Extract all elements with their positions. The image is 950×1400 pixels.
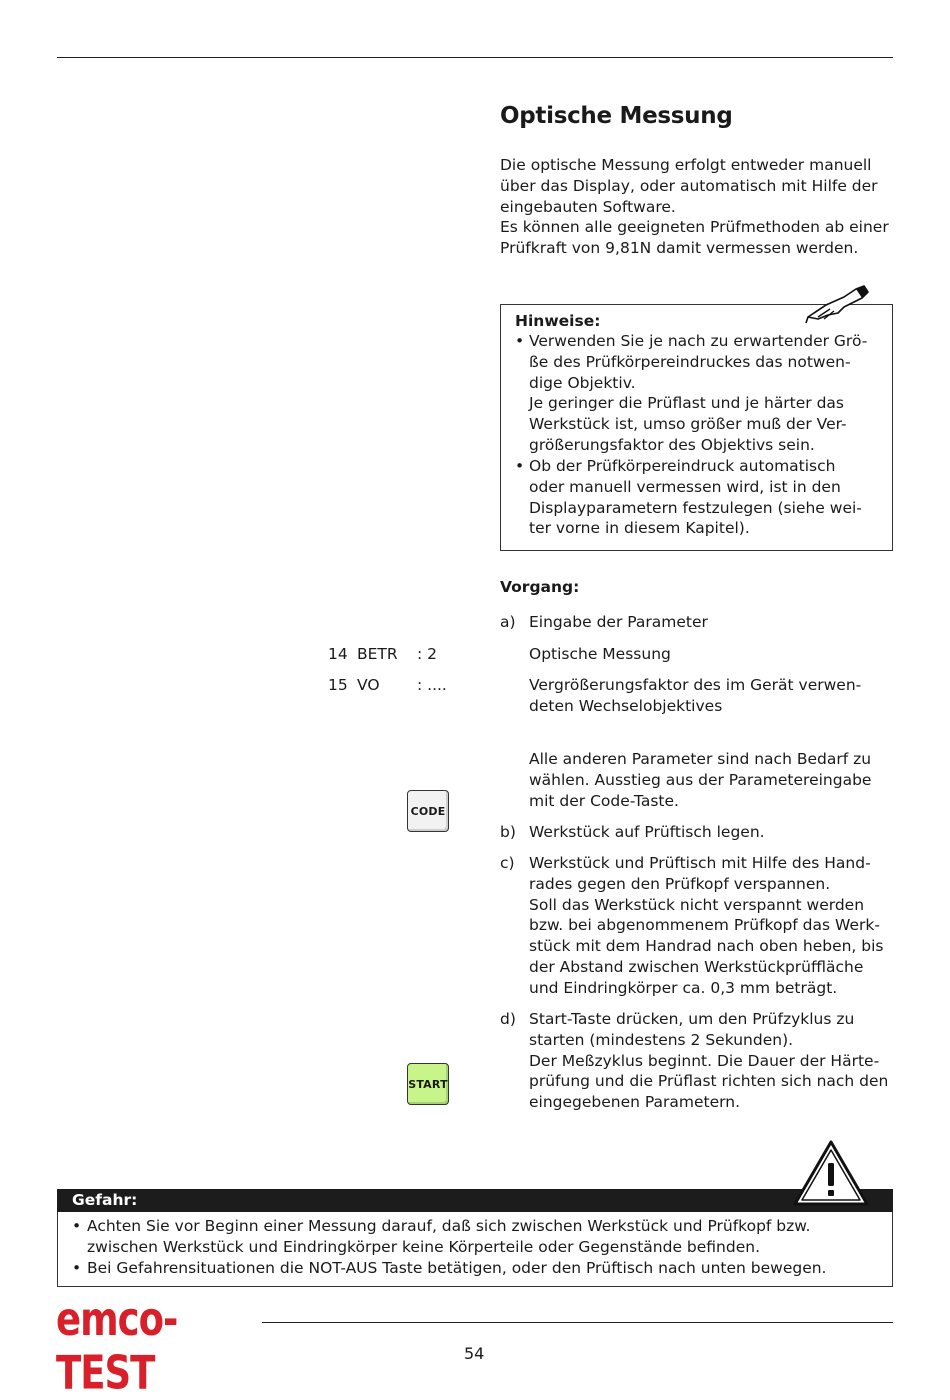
step-a-text: Eingabe der Parameter (529, 613, 708, 631)
param-15-number: 15 (328, 676, 348, 694)
footer-rule (262, 1322, 893, 1323)
step-c-line: Soll das Werkstück nicht verspannt werden (529, 895, 865, 914)
hinweise-line: Ob der Prüfkörpereindruck automatisch (529, 457, 836, 475)
step-c-line: und Eindringkörper ca. 0,3 mm beträgt. (529, 978, 838, 997)
hinweise-line: oder manuell vermessen wird, ist in den (529, 477, 841, 496)
gefahr-line-2: zwischen Werkstück und Eindringkörper keine Körperteile oder Gegenstände befinden. (87, 1238, 761, 1256)
page-title: Optische Messung (500, 103, 733, 129)
step-c-line: Werkstück und Prüftisch mit Hilfe des Hand- (529, 854, 871, 872)
vorgang-title: Vorgang: (500, 578, 580, 596)
step-d-line: prüfung und die Prüflast richten sich nach den (529, 1072, 889, 1091)
step-c-label: c) (500, 854, 515, 872)
start-key: START (407, 1063, 449, 1105)
step-c-text (529, 853, 899, 999)
step-b-text: Werkstück auf Prüftisch legen. (529, 823, 765, 841)
bullet-marker: • (72, 1259, 82, 1277)
gefahr-line-1: Achten Sie vor Beginn einer Messung darauf, daß sich zwischen Werkstück und Prüfkopf bzw. (87, 1217, 811, 1235)
hinweise-title: Hinweise: (515, 312, 601, 330)
param-15-desc-line: deten Wechselobjektives (529, 696, 723, 715)
param-15-desc (529, 675, 899, 717)
hinweise-line: Displayparametern festzulegen (siehe wei- (529, 498, 862, 517)
other-params-line: wählen. Ausstieg aus der Parametereingabe (529, 770, 872, 789)
step-c-line: stück mit dem Handrad nach oben heben, bis (529, 937, 884, 956)
step-c-line: rades gegen den Prüfkopf verspannen. (529, 874, 831, 893)
step-d-label: d) (500, 1010, 516, 1028)
step-d-line: starten (mindestens 2 Sekunden). (529, 1030, 794, 1049)
page-number: 54 (464, 1344, 485, 1363)
gefahr-header (57, 1189, 893, 1212)
param-14-name: BETR (357, 645, 398, 663)
hinweise-bullet-1 (515, 331, 885, 456)
intro-line: über das Display, oder automatisch mit Hilfe der (500, 176, 878, 195)
step-c-line: bzw. bei abgenommenem Prüfkopf das Werk- (529, 916, 880, 935)
bullet-marker: • (72, 1217, 82, 1235)
gefahr-line-3: Bei Gefahrensituationen die NOT-AUS Taste betätigen, oder den Prüftisch nach unten bewegen. (87, 1259, 827, 1277)
step-c-line: der Abstand zwischen Werkstückprüffläche (529, 957, 864, 976)
step-d-line: eingegebenen Parametern. (529, 1093, 741, 1112)
warning-triangle-icon (792, 1139, 870, 1207)
param-14-desc: Optische Messung (529, 645, 671, 663)
intro-paragraph (500, 155, 900, 259)
param-15-desc-line: Vergrößerungsfaktor des im Gerät verwen- (529, 676, 862, 694)
other-params-line: Alle anderen Parameter sind nach Bedarf zu (529, 750, 872, 768)
hinweise-line: dige Objektiv. (529, 373, 636, 392)
hinweise-line: Je geringer die Prüflast und je härter das (529, 394, 845, 413)
hinweise-line: ter vorne in diesem Kapitel). (529, 519, 750, 538)
intro-line: eingebauten Software. (500, 197, 676, 216)
hinweise-bullet-2 (515, 456, 885, 539)
param-14-value: : 2 (417, 645, 438, 663)
step-d-line: Start-Taste drücken, um den Prüfzyklus zu (529, 1010, 855, 1028)
intro-line: Die optische Messung erfolgt entweder manuell (500, 156, 872, 174)
bullet-marker: • (515, 457, 525, 475)
code-key: CODE (407, 790, 449, 832)
param-15-name: VO (357, 676, 380, 694)
intro-line: Es können alle geeigneten Prüfmethoden ab einer (500, 218, 889, 237)
hinweise-line: Werkstück ist, umso größer muß der Ver- (529, 415, 847, 434)
bullet-marker: • (515, 332, 525, 350)
step-b-label: b) (500, 823, 516, 841)
hinweise-line: größerungsfaktor des Objektivs sein. (529, 435, 815, 454)
param-14-number: 14 (328, 645, 348, 663)
step-a-label: a) (500, 613, 516, 631)
emco-test-logo (56, 1292, 250, 1400)
pointing-hand-icon (804, 283, 872, 325)
step-d-line: Der Meßzyklus beginnt. Die Dauer der Härte- (529, 1051, 880, 1070)
param-15-value: : .... (417, 676, 447, 694)
logo-text: emco-TEST (56, 1292, 178, 1400)
intro-line: Prüfkraft von 9,81N damit vermessen werden. (500, 239, 859, 258)
hinweise-line: Verwenden Sie je nach zu erwartender Grö- (529, 332, 868, 350)
step-d-text (529, 1009, 899, 1113)
hinweise-line: ße des Prüfkörpereindruckes das notwen- (529, 352, 851, 371)
top-rule (57, 57, 893, 58)
other-params-text (529, 749, 899, 811)
gefahr-title: Gefahr: (72, 1191, 138, 1209)
other-params-line: mit der Code-Taste. (529, 791, 679, 810)
